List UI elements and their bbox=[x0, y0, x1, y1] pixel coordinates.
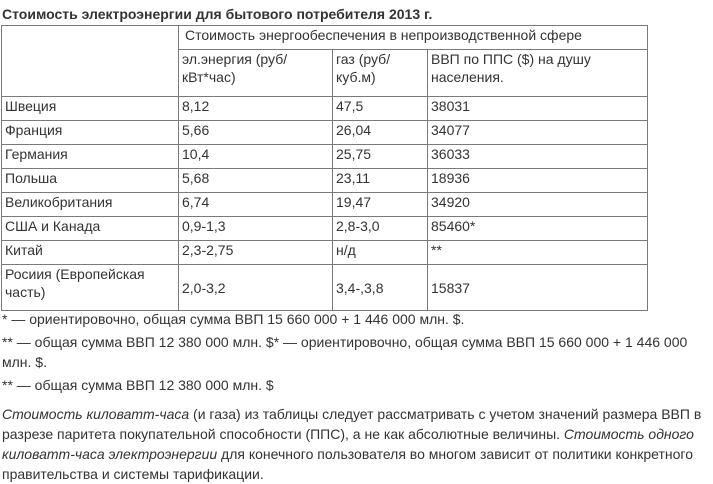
footnote: ** — общая сумма ВВП 12 380 000 млн. $* — ориентировочно, общая сумма ВВП 15 660 000 + 1 446 000 млн. $. bbox=[2, 334, 688, 370]
country-cell: Великобритания bbox=[2, 193, 179, 217]
country-cell: Швеция bbox=[2, 97, 179, 121]
footnotes bbox=[2, 309, 713, 395]
gas-cell: н/д bbox=[333, 241, 428, 265]
electricity-cell: 6,74 bbox=[179, 193, 333, 217]
gas-cell: 47,5 bbox=[333, 97, 428, 121]
electricity-cell: 10,4 bbox=[179, 145, 333, 169]
footnote: * — ориентировочно, общая сумма ВВП 15 660 000 + 1 446 000 млн. $. bbox=[2, 311, 465, 327]
gdp-cell: 85460* bbox=[428, 217, 648, 241]
column-header-gas: газ (руб/ куб.м) bbox=[333, 50, 428, 97]
country-cell: Германия bbox=[2, 145, 179, 169]
country-cell: Польша bbox=[2, 169, 179, 193]
gas-cell: 25,75 bbox=[333, 145, 428, 169]
table-row bbox=[2, 217, 648, 241]
electricity-cell: 0,9-1,3 bbox=[179, 217, 333, 241]
country-cell: Росиия (Европейская часть) bbox=[2, 265, 179, 311]
country-cell: США и Канада bbox=[2, 217, 179, 241]
table-group-header-row bbox=[2, 26, 648, 50]
paragraph-text: (и газа) из таблицы следует рассматривать с учетом значений размера ВВП в разрезе паритета покупательной способности (ППС), а не как абсолютные величины. bbox=[2, 406, 702, 442]
gas-cell: 3,4-,3,8 bbox=[333, 265, 428, 311]
group-header-cell: Стоимость энергообеспечения в непроизводственной сфере bbox=[179, 26, 648, 50]
gdp-cell: 18936 bbox=[428, 169, 648, 193]
electricity-cell: 2,0-3,2 bbox=[179, 265, 333, 311]
energy-cost-table bbox=[1, 25, 648, 311]
table-row bbox=[2, 169, 648, 193]
column-header-electricity: эл.энергия (руб/кВт*час) bbox=[179, 50, 333, 97]
paragraph-italic-term: Стоимость киловатт-часа bbox=[2, 406, 190, 422]
paragraph-text: для конечного пользователя во многом зависит от политики конкретного правительства и системы тарификации. bbox=[2, 446, 694, 482]
paragraph-italic-term: Стоимость одного киловатт-часа электроэнергии bbox=[2, 426, 694, 462]
electricity-cell: 5,68 bbox=[179, 169, 333, 193]
table-row bbox=[2, 145, 648, 169]
page-title: Стоимость электроэнергии для бытового потребителя 2013 г. bbox=[2, 6, 433, 22]
gas-cell: 26,04 bbox=[333, 121, 428, 145]
table-row bbox=[2, 193, 648, 217]
gdp-cell: 38031 bbox=[428, 97, 648, 121]
gdp-cell: 36033 bbox=[428, 145, 648, 169]
empty-corner-cell bbox=[2, 26, 179, 97]
table-row bbox=[2, 97, 648, 121]
electricity-cell: 2,3-2,75 bbox=[179, 241, 333, 265]
explanatory-paragraph bbox=[2, 404, 713, 484]
gdp-cell: 34077 bbox=[428, 121, 648, 145]
table-row bbox=[2, 265, 648, 311]
gdp-cell: 15837 bbox=[428, 265, 648, 311]
column-header-gdp: ВВП по ППС ($) на душу населения. bbox=[428, 50, 648, 97]
country-cell: Китай bbox=[2, 241, 179, 265]
electricity-cell: 8,12 bbox=[179, 97, 333, 121]
gdp-cell: 34920 bbox=[428, 193, 648, 217]
gas-cell: 23,11 bbox=[333, 169, 428, 193]
footnote: ** — общая сумма ВВП 12 380 000 млн. $ bbox=[2, 377, 274, 393]
electricity-cell: 5,66 bbox=[179, 121, 333, 145]
country-cell: Франция bbox=[2, 121, 179, 145]
table-row bbox=[2, 241, 648, 265]
gas-cell: 19,47 bbox=[333, 193, 428, 217]
table-row bbox=[2, 121, 648, 145]
gas-cell: 2,8-3,0 bbox=[333, 217, 428, 241]
gdp-cell: ** bbox=[428, 241, 648, 265]
